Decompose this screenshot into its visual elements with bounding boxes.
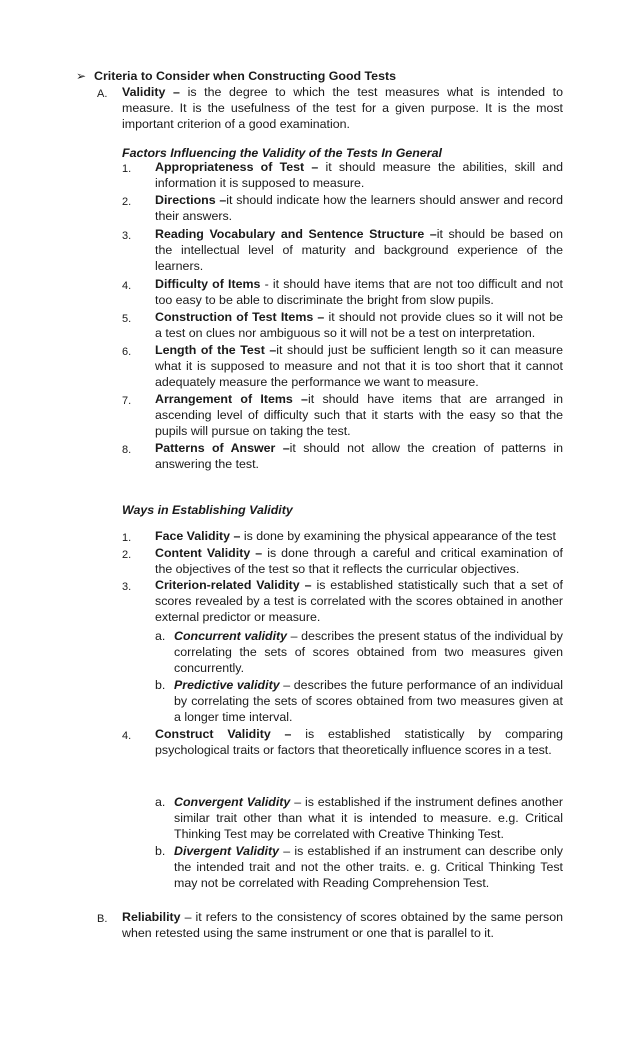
factor-item (155, 192, 563, 224)
ways-title: Ways in Establishing Validity (122, 503, 293, 517)
reliability-term: Reliability (122, 910, 181, 924)
sub-text: – is established if the instrument defines another similar trait other than what it is intended to measure. e.g. Critical Thinking Test may be correlated with Creative Thinking Test. (174, 795, 563, 842)
sub-item (174, 843, 563, 892)
way-text: is established statistically by comparing psychological traits or factors that theoretically influence scores in a test. (155, 727, 563, 758)
factor-term: Patterns of Answer – (155, 441, 290, 455)
reliability-definition (122, 909, 563, 941)
way-item (155, 528, 565, 544)
factor-text: it should just be sufficient length so it can measure what it is supposed to measure and not that it is too short that it cannot adequately measure the performance we want to measure. (155, 343, 564, 390)
factor-text: - it should have items that are not too difficult and not too easy to be able to discriminate the bright from slow pupils. (155, 277, 563, 308)
way-text: is done through a careful and critical examination of the objectives of the test so that it reflects the curricular objectives. (155, 546, 563, 577)
factor-item (155, 309, 563, 341)
factor-term: Construction of Test Items – (155, 310, 325, 324)
factor-term: Difficulty of Items (155, 277, 261, 291)
way-text: is established statistically such that a set of scores revealed by a test is correlated with the scores obtained in another external predictor or measure. (155, 578, 563, 625)
factor-term: Arrangement of Items – (155, 392, 308, 406)
sub-term: Concurrent validity (174, 629, 288, 643)
way-number: 1. (122, 532, 132, 544)
factor-number: 7. (122, 395, 132, 407)
item-letter-b: B. (97, 913, 108, 925)
factors-title: Factors Influencing the Validity of the Tests In General (122, 146, 442, 160)
factor-item (155, 226, 563, 275)
factor-item (155, 342, 563, 391)
sub-term: Predictive validity (174, 678, 280, 692)
factor-text: it should not provide clues so it will not be a test on clues nor ambiguous so it will not be a test on interpretation. (155, 310, 563, 341)
sub-term: Divergent Validity (174, 844, 279, 858)
way-term: Face Validity – (155, 529, 241, 543)
way-number: 3. (122, 581, 132, 593)
way-term: Content Validity – (155, 546, 263, 560)
factor-number: 3. (122, 230, 132, 242)
sub-text: – is established if an instrument can describe only the intended trait and not the other traits. e. g. Critical Thinking Test may not be correlated with Reading Comprehension Test. (174, 844, 563, 891)
factor-text: it should have items that are arranged in ascending level of difficulty such that it starts with the easy so that the pupils will pursue on taking the test. (155, 392, 563, 439)
factor-text: it should measure the abilities, skill and information it is supposed to measure. (155, 160, 563, 191)
sub-item (174, 677, 563, 726)
validity-term: Validity – (122, 85, 180, 99)
way-text: is done by examining the physical appearance of the test (243, 529, 556, 543)
way-number: 2. (122, 549, 132, 561)
factor-term: Appropriateness of Test – (155, 160, 319, 174)
item-letter-a: A. (97, 88, 108, 100)
factor-number: 8. (122, 444, 132, 456)
sub-term: Convergent Validity (174, 795, 291, 809)
factor-term: Directions – (155, 193, 227, 207)
sub-item (174, 628, 563, 677)
reliability-text: – it refers to the consistency of scores obtained by the same person when retested using the same instrument or one that is parallel to it. (122, 910, 563, 941)
way-item (155, 545, 563, 577)
sub-text: – describes the future performance of an individual by correlating the sets of scores obtained from two measures given at a longer time interval. (174, 678, 563, 725)
factor-number: 6. (122, 346, 132, 358)
sub-letter: b. (155, 844, 166, 858)
factor-text: it should be based on the intellectual level of maturity and background experience of the learners. (155, 227, 563, 274)
factor-term: Reading Vocabulary and Sentence Structure – (155, 227, 437, 241)
sub-text: – describes the present status of the individual by correlating the sets of scores obtained from two measures given concurrently. (174, 629, 563, 676)
factor-number: 1. (122, 163, 132, 175)
way-term: Criterion-related Validity – (155, 578, 312, 592)
factor-text: it should not allow the creation of patterns in answering the test. (155, 441, 563, 472)
factor-text: it should indicate how the learners should answer and record their answers. (155, 193, 563, 224)
validity-definition (122, 84, 563, 133)
bullet-arrow-icon: ➢ (76, 69, 87, 83)
section-title: Criteria to Consider when Constructing Good Tests (94, 69, 396, 83)
way-term: Construct Validity – (155, 727, 292, 741)
sub-letter: a. (155, 629, 166, 643)
way-number: 4. (122, 730, 132, 742)
factor-number: 4. (122, 280, 132, 292)
factor-item (155, 391, 563, 440)
factor-number: 5. (122, 313, 132, 325)
way-item (155, 726, 563, 758)
factor-item (155, 440, 563, 472)
factor-number: 2. (122, 196, 132, 208)
sub-item (174, 794, 563, 843)
way-item (155, 577, 563, 626)
sub-letter: a. (155, 795, 166, 809)
factor-term: Length of the Test – (155, 343, 277, 357)
factor-item (155, 159, 563, 191)
validity-text: is the degree to which the test measures what is intended to measure. It is the usefulness of the test for a given purpose. It is the most important criterion of a good examination. (122, 85, 564, 132)
sub-letter: b. (155, 678, 166, 692)
factor-item (155, 276, 563, 308)
